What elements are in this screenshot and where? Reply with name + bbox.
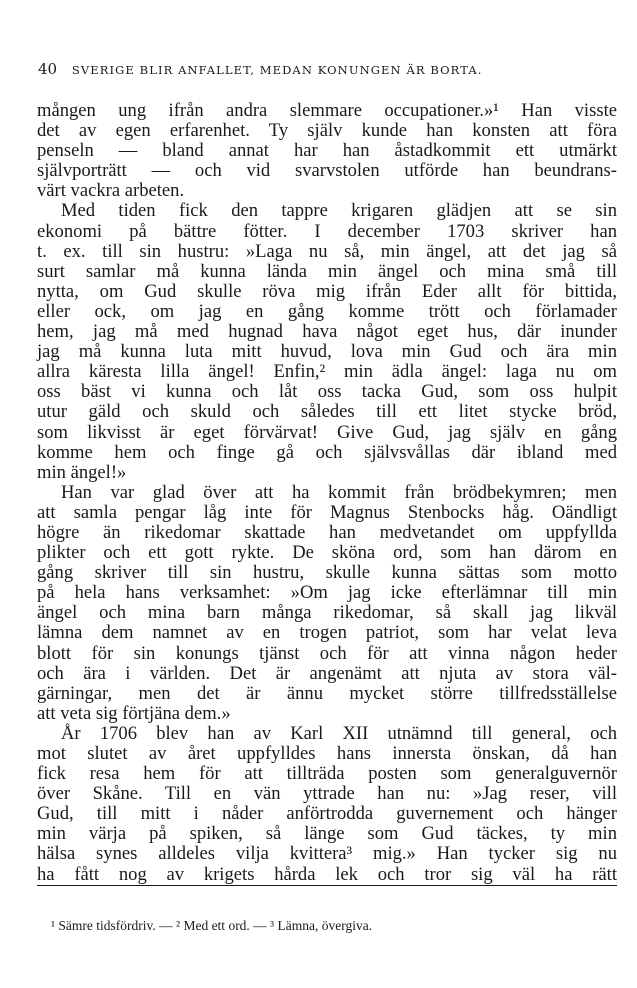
text-line: oss bäst vi kunna och låt oss tacka Gud, som oss hulpit [37, 381, 617, 403]
text-line: som likvisst är eget förvärvat! Give Gud, jag själv en gång [37, 421, 617, 443]
body-text [37, 101, 617, 885]
text-line: lämna dem namnet av en trogen patriot, som har velat leva [37, 622, 617, 644]
text-line: t. ex. till sin hustru: »Laga nu så, min ängel, att det jag så [37, 240, 617, 262]
text-line: ekonomi på bättre fötter. I december 1703 skriver han [37, 220, 617, 242]
paragraph-start: Han var glad över att ha kommit från brödbekymren; men [61, 481, 617, 503]
text-line: jag må kunna luta mitt huvud, lova min Gud och ära min [37, 341, 617, 363]
paragraph-start: År 1706 blev han av Karl XII utnämnd till general, och [61, 722, 617, 744]
text-line: ha fått nog av krigets hårda lek och tror sig väl ha rätt [37, 863, 617, 885]
text-line: ängel och mina barn många rikedomar, så skall jag likväl [37, 602, 617, 624]
text-line: mången ung ifrån andra slemmare occupationer.»¹ Han visste [37, 100, 617, 121]
page-number: 40 [38, 60, 58, 78]
text-line: hem, jag må med hugnad hava något eget hus, där inunder [37, 321, 617, 343]
text-line: gång skriver till sin hustru, skulle kunna sättas som motto [37, 562, 617, 584]
text-line: att veta sig förtjäna dem.» [37, 702, 231, 724]
text-line: eller ock, om jag en gång komme trött och förlamader [37, 300, 617, 322]
text-line: över Skåne. Till en vän yttrade han nu: »Jag reser, vill [37, 783, 617, 805]
text-line: allra käresta lilla ängel! Enfin,² min ädla ängel: laga nu om [37, 361, 617, 383]
text-line: Gud, till mitt i nåder anförtrodda guvernement och hänger [37, 803, 617, 825]
text-line: självporträtt — och vid svarvstolen utförde han beundrans- [37, 160, 617, 182]
text-line: gärningar, men det är ännu mycket större tillfredsställelse [37, 682, 617, 704]
text-line: nytta, om Gud skulle röva mig ifrån Eder allt för bittida, [37, 280, 617, 302]
text-line: mot slutet av året uppfylldes hans innersta önskan, då han [37, 743, 617, 764]
text-line: blott för sin konungs tjänst och för att vinna någon heder [37, 642, 617, 664]
text-line: och ära i världen. Det är angenämt att njuta av stora väl- [37, 662, 617, 684]
text-line: högre än rikedomar skattade han medvetandet om uppfyllda [37, 521, 617, 543]
text-line: det av egen erfarenhet. Ty själv kunde han konsten att föra [37, 120, 617, 142]
text-line: fick resa hem för att tillträda posten som generalguvernör [37, 763, 617, 785]
text-line: penseln — bland annat har han åstadkommit ett utmärkt [37, 140, 617, 162]
text-line: på hela hans verksamhet: »Om jag icke efterlämnar till min [37, 582, 617, 604]
text-line: surt samlar må kunna lända min ängel och mina små till [37, 260, 617, 282]
text-line: plikter och ett gott rykte. De sköna ord, som han därom en [37, 542, 617, 564]
footnotes: ¹ Sämre tidsfördriv. — ² Med ett ord. — ³ Lämna, övergiva. [51, 918, 373, 933]
text-line: utur gäld och skuld och således till ett litet stycke bröd, [37, 401, 617, 423]
text-line: värt vackra arbeten. [37, 180, 185, 202]
text-line: hälsa synes alldeles vilja kvittera³ mig.» Han tycker sig nu [37, 843, 617, 865]
text-line: min ängel!» [37, 461, 127, 483]
text-line: komme hem och finge gå och självsvållas där ibland med [37, 441, 617, 463]
text-line: min värja på spiken, så länge som Gud täckes, ty min [37, 823, 617, 845]
text-line: att samla pengar låg inte för Magnus Stenbocks håg. Oändligt [37, 501, 617, 523]
running-title: SVERIGE BLIR ANFALLET, MEDAN KONUNGEN ÄR BORTA. [71, 63, 483, 77]
page-header [38, 60, 598, 78]
paragraph-start: Med tiden fick den tappre krigaren glädjen att se sin [61, 200, 617, 222]
